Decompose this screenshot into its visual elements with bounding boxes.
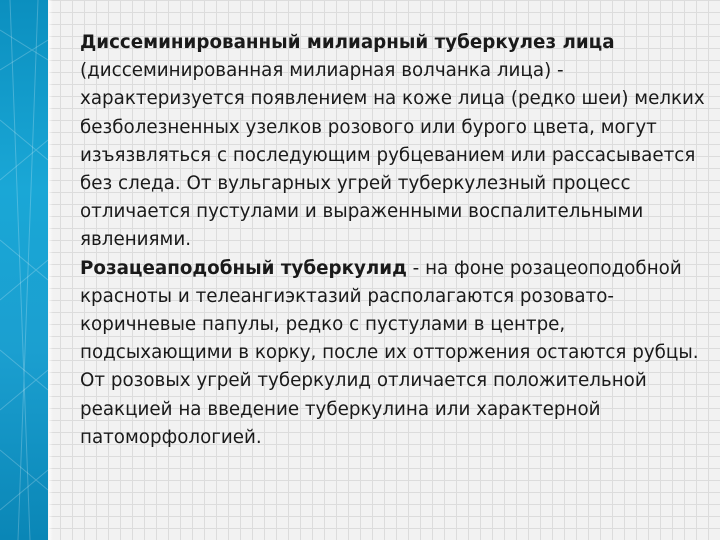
term-rosacea-like: Розацеаподобный туберкулид	[80, 257, 407, 279]
term-disseminated: Диссеминированный милиарный туберкулез лица	[80, 32, 615, 53]
decorative-side-band	[0, 0, 48, 540]
slide-content	[80, 29, 712, 452]
description-rosacea-like: - на фоне розацеоподобной красноты и телеангиэктазий располагаются розовато- коричневые папулы, редко с пустулами в центре, подсыхающими в корку, после их отторжения остаются рубцы. От розовых угрей туберкулид отличается положительной реакцией на введение туберкулина или характерной патоморфологией.	[80, 257, 699, 448]
description-disseminated: (диссеминированная милиарная волчанка лица) - характеризуется появлением на коже лица (редко шеи) мелких безболезненных узелков розового или бурого цвета, могут изъязвляться с последующим рубцеванием или рассасывается без следа. От вульгарных угрей туберкулезный процесс отличается пустулами и выраженными воспалительными явлениями.	[80, 60, 705, 251]
paragraph-rosacea-like	[80, 255, 712, 452]
band-edge-highlight	[48, 0, 53, 540]
band-pattern	[0, 0, 48, 540]
paragraph-disseminated	[80, 29, 712, 255]
